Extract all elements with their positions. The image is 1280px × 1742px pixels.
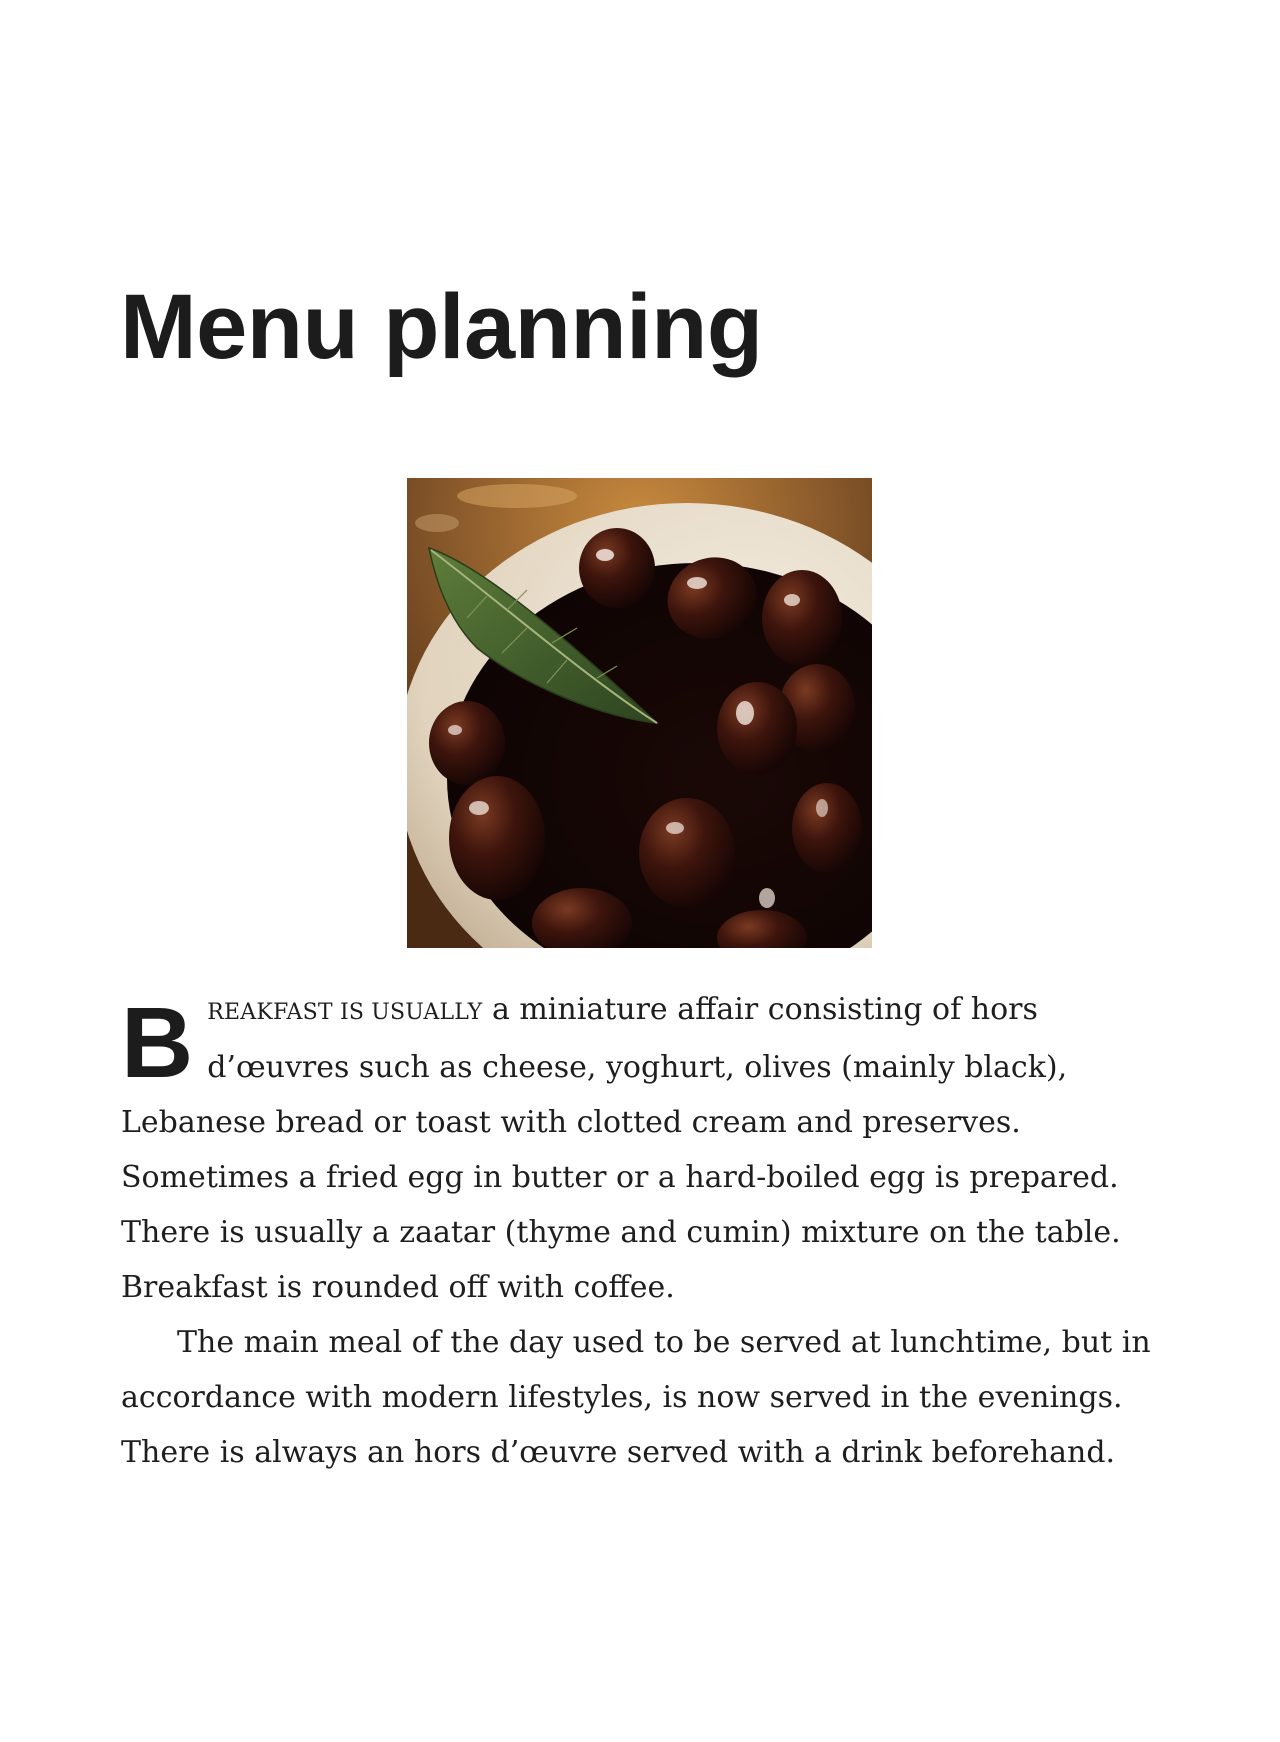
paragraph-breakfast-text: a miniature affair consisting of hors d’œuvres such as cheese, yoghurt, olives (mainly black), Lebanese bread or toast with clotted cream and preserves. Sometimes a fried egg in butter or a hard-boiled egg is prepared. There is usually a zaatar (thyme and cumin) mixture on the table. Breakfast is rounded off with coffee.	[121, 992, 1121, 1305]
paragraph-breakfast	[121, 982, 1171, 1315]
drop-cap: B	[121, 987, 194, 1099]
olives-photo	[407, 478, 872, 948]
paragraph-main-meal: The main meal of the day used to be served at lunchtime, but in accordance with modern lifestyles, is now served in the evenings. There is always an hors d’œuvre served with a drink beforehand.	[121, 1325, 1151, 1470]
lead-in: REAKFAST IS USUALLY	[207, 1000, 483, 1025]
article-body	[121, 982, 1171, 1480]
page-title: Menu planning	[120, 276, 763, 378]
olives-illustration	[407, 478, 872, 948]
